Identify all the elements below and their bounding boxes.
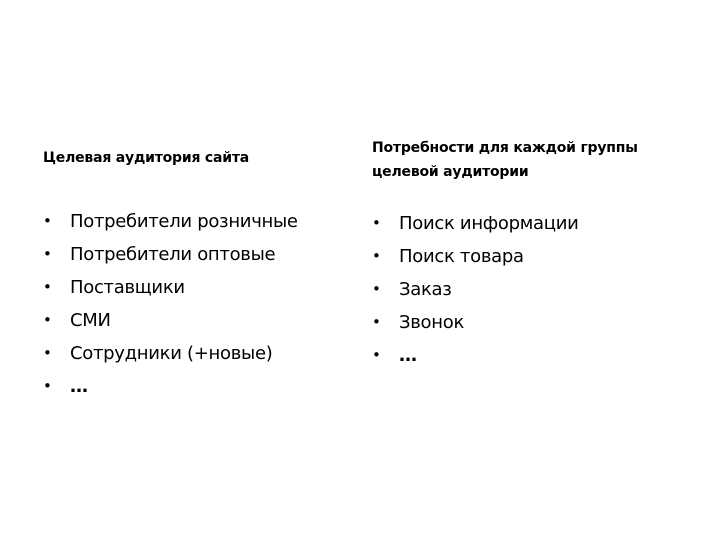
- right-heading: [372, 136, 692, 184]
- right-heading-line-1: Потребности для каждой группы: [372, 140, 638, 156]
- list-item-text: Поставщики: [70, 277, 185, 298]
- bullet-icon: •: [372, 313, 381, 331]
- right-heading-line-2: целевой аудитории: [372, 164, 529, 180]
- list-item-text: …: [399, 345, 417, 366]
- list-item-text: Потребители розничные: [70, 211, 298, 232]
- list-item-text: Заказ: [399, 279, 452, 300]
- bullet-icon: •: [43, 245, 52, 263]
- list-item-text: …: [70, 376, 88, 397]
- list-item-text: Поиск товара: [399, 246, 524, 267]
- bullet-icon: •: [43, 278, 52, 296]
- bullet-icon: •: [372, 280, 381, 298]
- bullet-icon: •: [43, 377, 52, 395]
- bullet-icon: •: [372, 346, 381, 364]
- list-item-text: Сотрудники (+новые): [70, 343, 273, 364]
- list-item-text: Поиск информации: [399, 213, 579, 234]
- list-item-text: СМИ: [70, 310, 111, 331]
- bullet-icon: •: [43, 212, 52, 230]
- bullet-icon: •: [43, 311, 52, 329]
- list-item-text: Звонок: [399, 312, 465, 333]
- left-heading: Целевая аудитория сайта: [43, 150, 250, 166]
- bullet-icon: •: [372, 214, 381, 232]
- list-item-text: Потребители оптовые: [70, 244, 276, 265]
- bullet-icon: •: [43, 344, 52, 362]
- bullet-icon: •: [372, 247, 381, 265]
